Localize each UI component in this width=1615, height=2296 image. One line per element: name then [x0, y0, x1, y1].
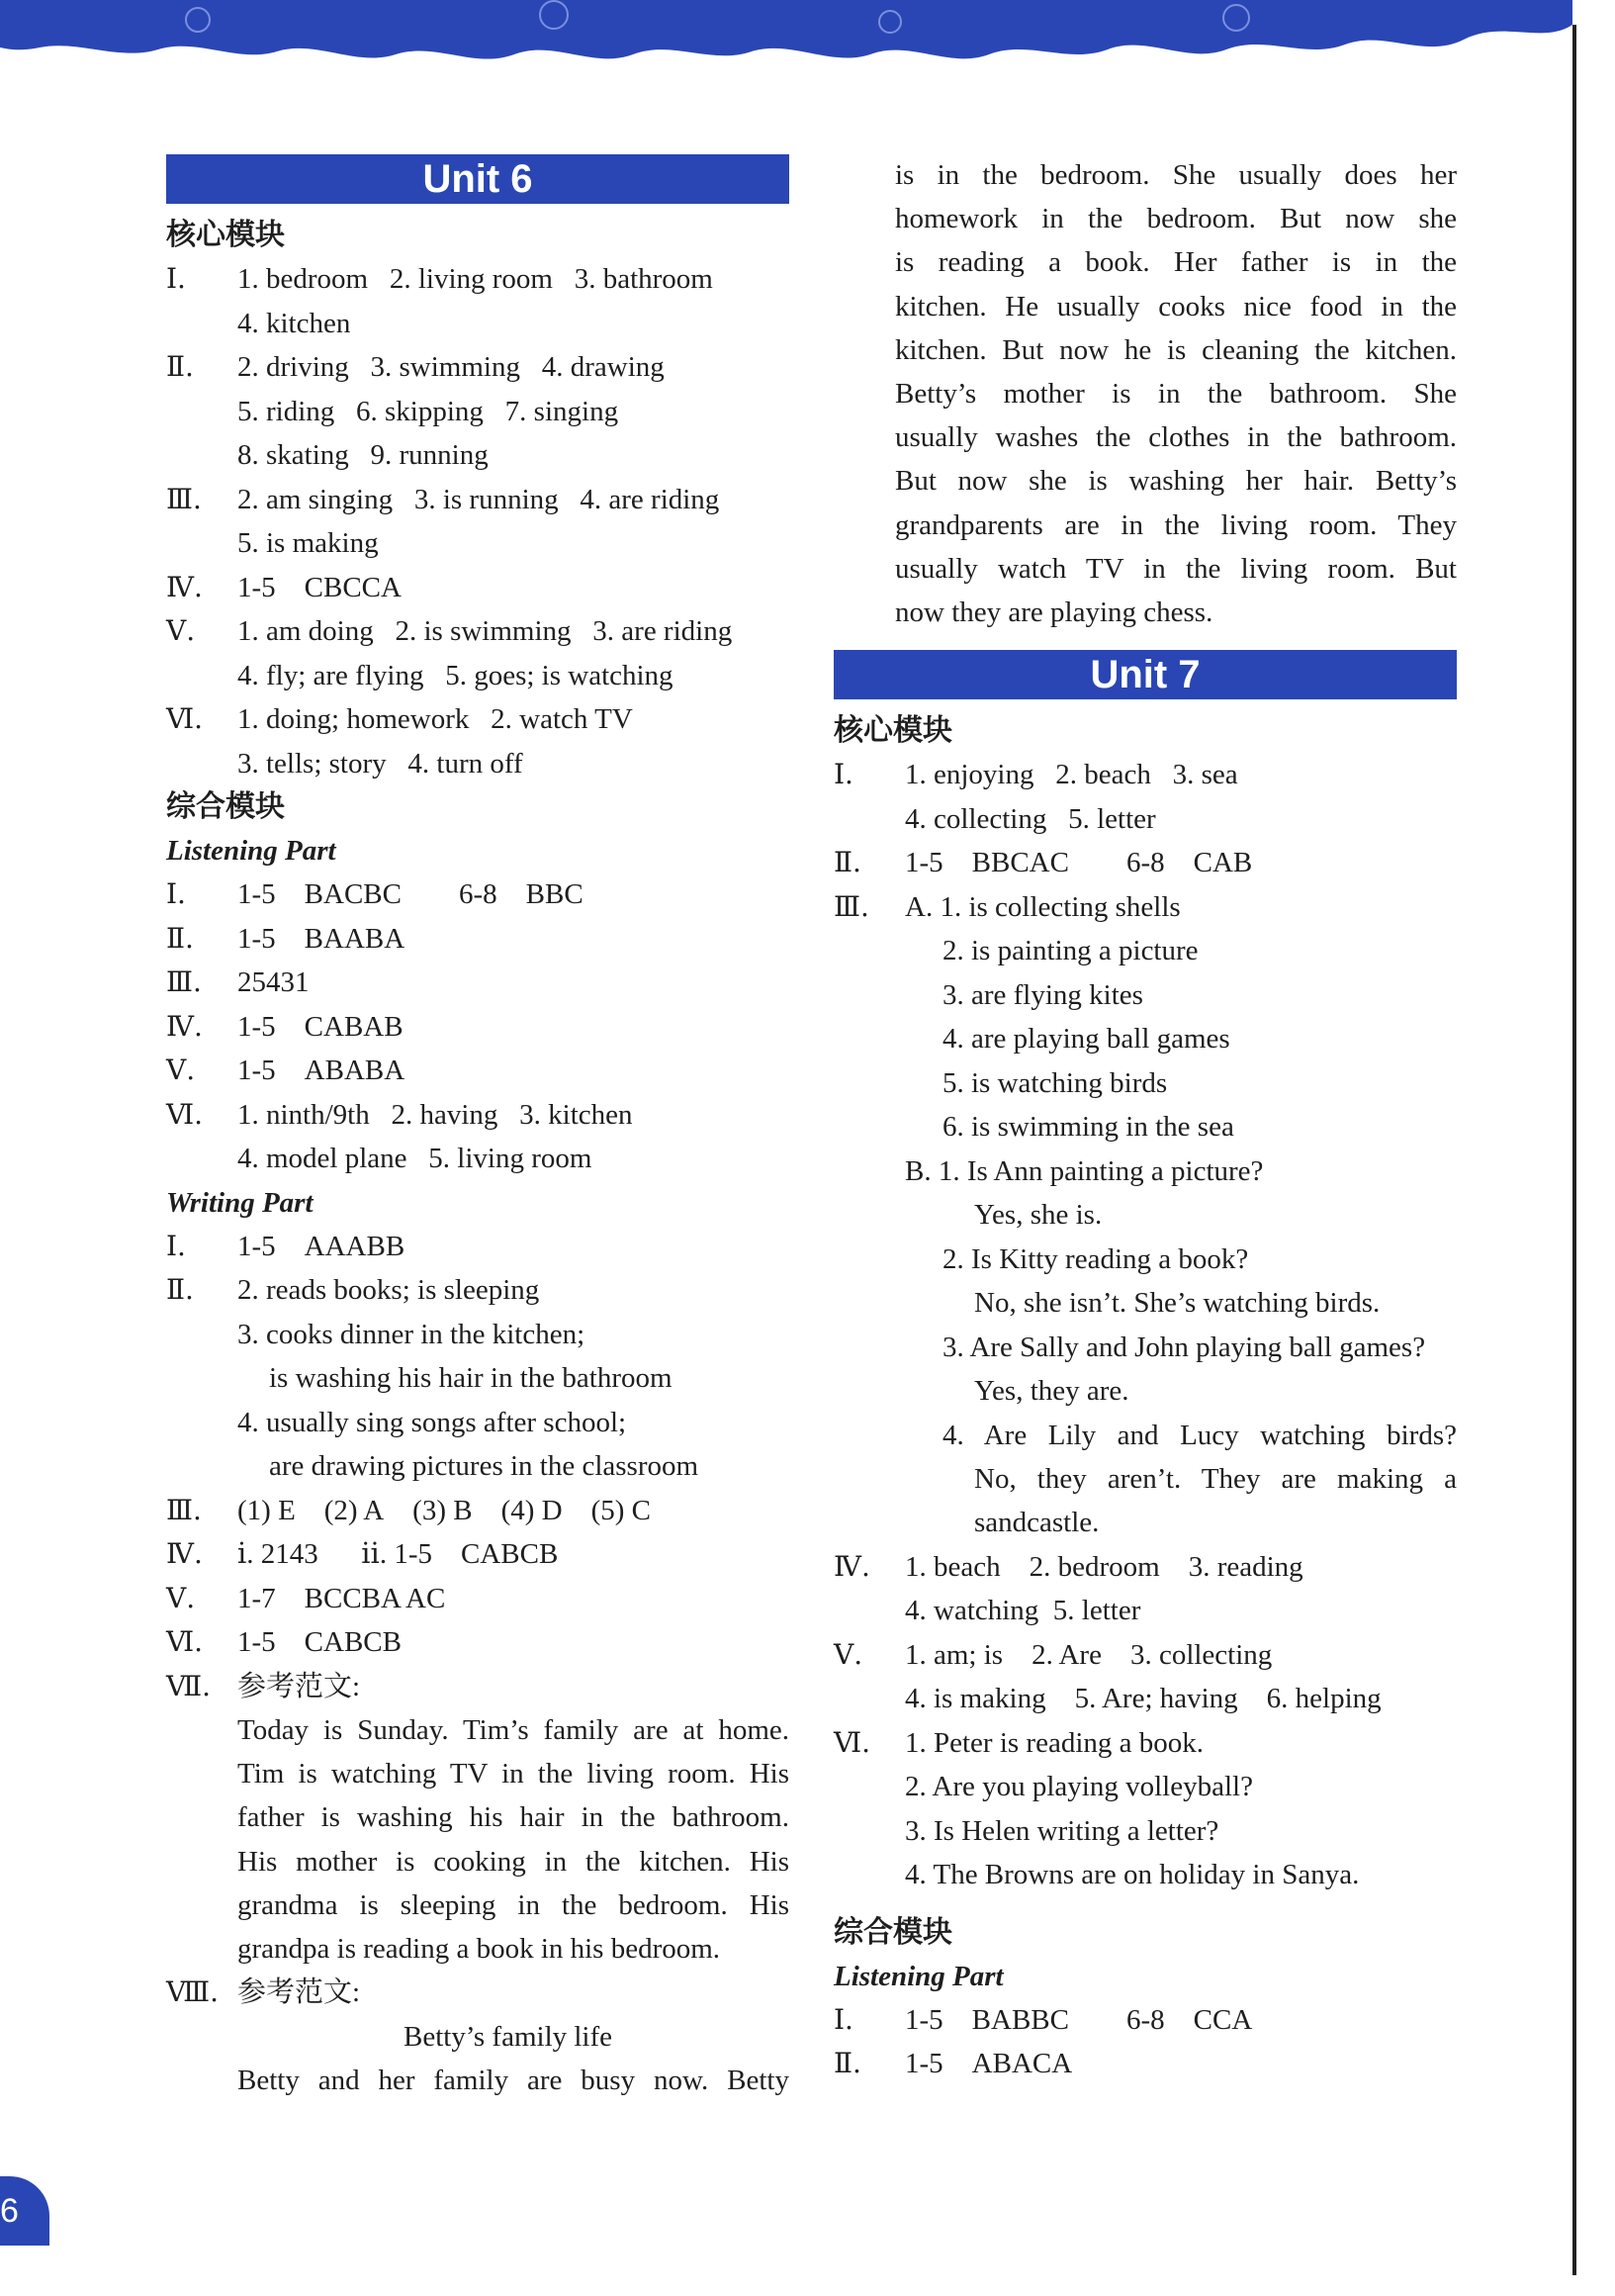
page-number: 6	[0, 2176, 49, 2246]
answer-line: 3. Is Helen writing a letter?	[905, 1814, 1219, 1847]
answer-line: Ⅱ. 1-5 BAABA	[166, 921, 405, 955]
answer-line: Ⅵ. 1. ninth/9th 2. having 3. kitchen	[166, 1097, 633, 1131]
left-column	[166, 148, 789, 2102]
comprehensive-module-heading: 综合模块	[166, 789, 285, 824]
core-answers	[166, 257, 789, 785]
answer-line: 4. usually sing songs after school;	[237, 1406, 627, 1438]
answer-line	[166, 697, 789, 742]
answer-text: 4. kitchen	[237, 307, 351, 339]
answer-line: are drawing pictures in the classroom	[269, 1450, 699, 1482]
item-number: Ⅴ.	[166, 614, 196, 647]
answer-line	[166, 566, 789, 610]
answer-text: 1. doing; homework 2. watch TV	[237, 703, 633, 735]
writing-part-label: Writing Part	[166, 1186, 314, 1219]
answer-line	[166, 345, 789, 390]
answer-line	[166, 742, 789, 786]
answer-line: Ⅲ. A. 1. is collecting shells	[834, 889, 1181, 923]
answer-line: 4. Are Lily and Lucy watching birds?	[942, 1419, 1457, 1451]
sample-essay-7: Today is Sunday. Tim’s family are at home. Tim is watching TV in the living room. His father is washing his hair in the bathroom. His mother is cooking in the kitchen. His grandma is sleeping in the bedroom. His grandpa is reading a book in his bedroom.	[237, 1714, 789, 1966]
item-number: Ⅰ.	[166, 262, 186, 295]
answer-line: 3. Are Sally and John playing ball games?	[942, 1331, 1426, 1363]
item-number: Ⅳ.	[166, 570, 203, 603]
sample-essay-8-continued: is in the bedroom. She usually does her homework in the bedroom. But now she is reading a book. Her father is in the kitchen. He usually cooks nice food in the kitchen. But now he is cleaning the kitchen. Betty’s mother is in the bathroom. She usually washes the clothes in the bathroom. But now she is washing her hair. Betty’s grandparents are in the living room. They usually watch TV in the living room. But now they are playing chess.	[895, 159, 1457, 629]
answer-line: Ⅳ. 1-5 CABAB	[166, 1009, 404, 1043]
answer-line: 4. collecting 5. letter	[905, 802, 1156, 835]
answer-line: is washing his hair in the bathroom	[269, 1362, 673, 1394]
answer-line: Ⅲ. 25431	[166, 965, 310, 998]
answer-line: Ⅴ. 1-7 BCCBA AC	[166, 1581, 446, 1614]
answer-line: Ⅱ. 1-5 BBCAC 6-8 CAB	[834, 846, 1253, 879]
answer-line: Ⅵ. 1. Peter is reading a book.	[834, 1725, 1205, 1759]
answer-line: Ⅱ. 2. reads books; is sleeping	[166, 1273, 540, 1306]
answer-line: 2. Is Kitty reading a book?	[942, 1242, 1249, 1275]
answer-text: 5. is making	[237, 527, 379, 559]
answer-line: 2. Are you playing volleyball?	[905, 1771, 1253, 1803]
answer-text: 1. bedroom 2. living room 3. bathroom	[237, 263, 713, 295]
answer-line	[166, 390, 789, 434]
answer-line	[166, 433, 789, 478]
item-number: Ⅵ.	[166, 702, 204, 735]
answer-line: Ⅵ. 1-5 CABCB	[166, 1625, 402, 1658]
answer-line: No, they aren’t. They are making a	[974, 1462, 1457, 1495]
answer-line: 5. is watching birds	[942, 1066, 1168, 1099]
answer-line: 3. cooks dinner in the kitchen;	[237, 1318, 585, 1350]
answer-text: 1. am doing 2. is swimming 3. are riding	[237, 615, 733, 647]
answer-line	[166, 478, 789, 522]
answer-line: Ⅲ. (1) E (2) A (3) B (4) D (5) C	[166, 1493, 652, 1526]
answer-line: 4. watching 5. letter	[905, 1595, 1141, 1627]
answer-line: Ⅶ. 参考范文:	[166, 1669, 361, 1702]
essay-title: Betty’s family life	[404, 2020, 613, 2053]
answer-text: 8. skating 9. running	[237, 439, 489, 471]
unit-7-title: Unit 7	[834, 650, 1457, 699]
unit-6-title: Unit 6	[166, 154, 789, 204]
item-number: Ⅱ.	[166, 350, 194, 383]
answer-line: Ⅱ. 1-5 ABACA	[834, 2047, 1073, 2080]
answer-line: 2. is painting a picture	[942, 935, 1199, 967]
item-number: Ⅲ.	[166, 482, 202, 515]
answer-line: Ⅰ. 1. enjoying 2. beach 3. sea	[834, 758, 1238, 791]
core-module-heading: 核心模块	[166, 218, 285, 252]
core-module-heading: 核心模块	[834, 713, 952, 749]
answer-line	[166, 609, 789, 654]
answer-text: 2. driving 3. swimming 4. drawing	[237, 351, 665, 383]
answer-line: 4. is making 5. Are; having 6. helping	[905, 1683, 1382, 1715]
answer-line: Ⅴ. 1. am; is 2. Are 3. collecting	[834, 1637, 1273, 1671]
comprehensive-module-heading: 综合模块	[834, 1914, 952, 1950]
right-column	[834, 153, 1457, 2086]
answer-line: 4. model plane 5. living room	[237, 1143, 592, 1174]
wave-header-decoration	[0, 0, 1615, 79]
answer-line: 4. The Browns are on holiday in Sanya.	[905, 1859, 1360, 1891]
listening-part-label: Listening Part	[166, 835, 336, 867]
listening-part-label: Listening Part	[834, 1960, 1004, 1992]
answer-line: sandcastle.	[974, 1507, 1100, 1539]
answer-line	[166, 302, 789, 346]
answer-line: 6. is swimming in the sea	[942, 1111, 1234, 1144]
answer-line: B. 1. Is Ann painting a picture?	[905, 1154, 1264, 1187]
right-margin-rule	[1572, 25, 1584, 2275]
answer-line: Yes, she is.	[974, 1199, 1103, 1232]
sample-essay-8: Betty and her family are busy now. Betty	[237, 2065, 789, 2097]
answer-line: 4. are playing ball games	[942, 1023, 1230, 1056]
answer-text: 3. tells; story 4. turn off	[237, 747, 523, 780]
answer-line	[166, 654, 789, 698]
answer-line: Ⅷ. 参考范文:	[166, 1975, 361, 2009]
answer-line: Ⅰ. 1-5 BABBC 6-8 CCA	[834, 2002, 1253, 2036]
answer-text: 4. fly; are flying 5. goes; is watching	[237, 659, 673, 691]
answer-text: 5. riding 6. skipping 7. singing	[237, 395, 619, 427]
answer-line: 3. are flying kites	[942, 978, 1143, 1011]
answer-text: 1-5 CBCCA	[237, 571, 402, 603]
answer-line: Ⅰ. 1-5 AAABB	[166, 1229, 405, 1262]
answer-line	[166, 521, 789, 566]
answer-line: Ⅴ. 1-5 ABABA	[166, 1054, 405, 1086]
answer-line: Ⅰ. 1-5 BACBC 6-8 BBC	[166, 877, 583, 910]
answer-line: Ⅳ. 1. beach 2. bedroom 3. reading	[834, 1549, 1303, 1583]
answer-line	[166, 257, 789, 302]
answer-line: Yes, they are.	[974, 1375, 1129, 1408]
answer-line: Ⅳ. ⅰ. 2143 ⅱ. 1-5 CABCB	[166, 1537, 559, 1570]
answer-line: No, she isn’t. She’s watching birds.	[974, 1287, 1381, 1320]
answer-text: 2. am singing 3. is running 4. are riding	[237, 483, 720, 515]
